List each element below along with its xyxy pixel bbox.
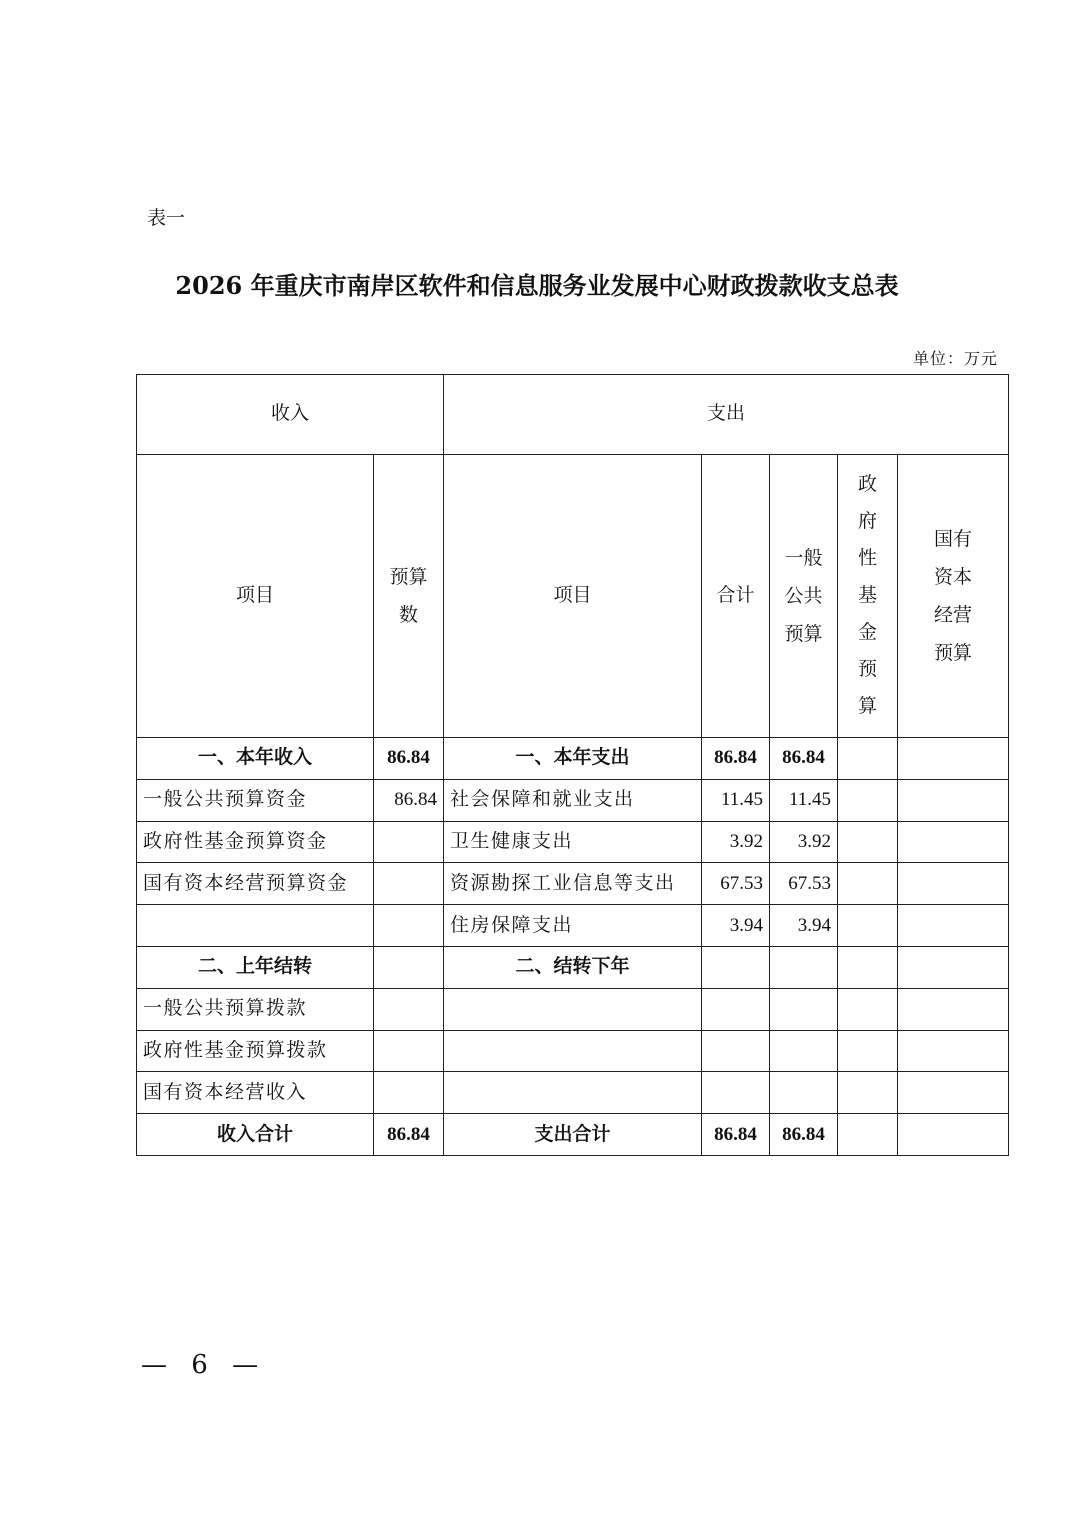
- general-budget-header: [770, 454, 838, 737]
- budget-num-header-text: 预算数: [389, 565, 428, 626]
- expense-general: [770, 946, 838, 988]
- expense-gov: [838, 1030, 898, 1072]
- expense-gov: [838, 821, 898, 863]
- budget-num-header: [374, 454, 444, 737]
- income-value: [374, 1072, 444, 1114]
- income-header: 收入: [137, 375, 444, 455]
- expense-general: 3.92: [770, 821, 838, 863]
- expense-total: 67.53: [702, 863, 770, 905]
- expense-item: 二、结转下年: [444, 946, 702, 988]
- expense-total: 86.84: [702, 737, 770, 779]
- income-item: 国有资本经营收入: [137, 1072, 374, 1114]
- expense-total: 3.94: [702, 905, 770, 947]
- income-item: 政府性基金预算资金: [137, 821, 374, 863]
- expense-general: 86.84: [770, 737, 838, 779]
- fiscal-summary-table: [136, 374, 1009, 1156]
- expense-item: [444, 988, 702, 1030]
- gov-fund-header-text: 政府性基金预算: [858, 473, 878, 718]
- expense-gov: [838, 988, 898, 1030]
- expense-total: 3.92: [702, 821, 770, 863]
- income-item: 一般公共预算资金: [137, 779, 374, 821]
- income-value: [374, 988, 444, 1030]
- expense-state: [898, 1030, 1009, 1072]
- expense-state: [898, 1114, 1009, 1156]
- expense-state: [898, 821, 1009, 863]
- expense-item-header: 项目: [444, 454, 702, 737]
- expense-gov: [838, 946, 898, 988]
- doc-label: 表一: [147, 207, 186, 229]
- table-row: [137, 1072, 1009, 1114]
- state-capital-header: [898, 454, 1009, 737]
- income-value: [374, 821, 444, 863]
- expense-item: 卫生健康支出: [444, 821, 702, 863]
- general-budget-header-text: 一般公共预算: [784, 546, 823, 645]
- expense-state: [898, 1072, 1009, 1114]
- table-row: [137, 821, 1009, 863]
- expense-item: [444, 1030, 702, 1072]
- unit-label: 单位：万元: [912, 349, 998, 368]
- income-value: [374, 946, 444, 988]
- state-capital-header-text: 国有资本经营预算: [934, 527, 973, 664]
- income-item: [137, 905, 374, 947]
- income-item-header: 项目: [137, 454, 374, 737]
- expense-general: [770, 1030, 838, 1072]
- expense-total: [702, 1030, 770, 1072]
- expense-state: [898, 946, 1009, 988]
- expense-state: [898, 779, 1009, 821]
- expense-header: 支出: [444, 375, 1009, 455]
- expense-gov: [838, 1072, 898, 1114]
- table-row: [137, 946, 1009, 988]
- expense-item: 住房保障支出: [444, 905, 702, 947]
- page-number: — 6 —: [141, 1350, 267, 1380]
- income-item: 国有资本经营预算资金: [137, 863, 374, 905]
- expense-gov: [838, 779, 898, 821]
- income-value: [374, 905, 444, 947]
- table-row: [137, 737, 1009, 779]
- expense-gov: [838, 737, 898, 779]
- expense-gov: [838, 905, 898, 947]
- expense-item: 一、本年支出: [444, 737, 702, 779]
- expense-general: 3.94: [770, 905, 838, 947]
- table-row: [137, 905, 1009, 947]
- expense-gov: [838, 1114, 898, 1156]
- expense-general: 67.53: [770, 863, 838, 905]
- income-item: 收入合计: [137, 1114, 374, 1156]
- expense-state: [898, 988, 1009, 1030]
- expense-general: [770, 1072, 838, 1114]
- table-row: [137, 1030, 1009, 1072]
- table-row: [137, 988, 1009, 1030]
- expense-state: [898, 905, 1009, 947]
- gov-fund-header: [838, 454, 898, 737]
- income-value: 86.84: [374, 779, 444, 821]
- expense-general: 11.45: [770, 779, 838, 821]
- expense-total: [702, 1072, 770, 1114]
- income-value: [374, 863, 444, 905]
- table-row: [137, 863, 1009, 905]
- expense-item: 资源勘探工业信息等支出: [444, 863, 702, 905]
- expense-item: 社会保障和就业支出: [444, 779, 702, 821]
- table-row-total: [137, 1114, 1009, 1156]
- expense-general: 86.84: [770, 1114, 838, 1156]
- expense-gov: [838, 863, 898, 905]
- table-row: [137, 779, 1009, 821]
- expense-general: [770, 988, 838, 1030]
- income-value: 86.84: [374, 1114, 444, 1156]
- income-item: 政府性基金预算拨款: [137, 1030, 374, 1072]
- expense-total: 86.84: [702, 1114, 770, 1156]
- income-item: 一般公共预算拨款: [137, 988, 374, 1030]
- page-title: 2026 年重庆市南岸区软件和信息服务业发展中心财政拨款收支总表: [175, 271, 899, 300]
- expense-total: [702, 946, 770, 988]
- income-value: 86.84: [374, 737, 444, 779]
- expense-item: [444, 1072, 702, 1114]
- expense-state: [898, 863, 1009, 905]
- income-item: 一、本年收入: [137, 737, 374, 779]
- total-header: 合计: [702, 454, 770, 737]
- expense-total: [702, 988, 770, 1030]
- expense-state: [898, 737, 1009, 779]
- income-value: [374, 1030, 444, 1072]
- header-row-top: [137, 375, 1009, 455]
- expense-item: 支出合计: [444, 1114, 702, 1156]
- header-row-sub: [137, 454, 1009, 737]
- income-item: 二、上年结转: [137, 946, 374, 988]
- expense-total: 11.45: [702, 779, 770, 821]
